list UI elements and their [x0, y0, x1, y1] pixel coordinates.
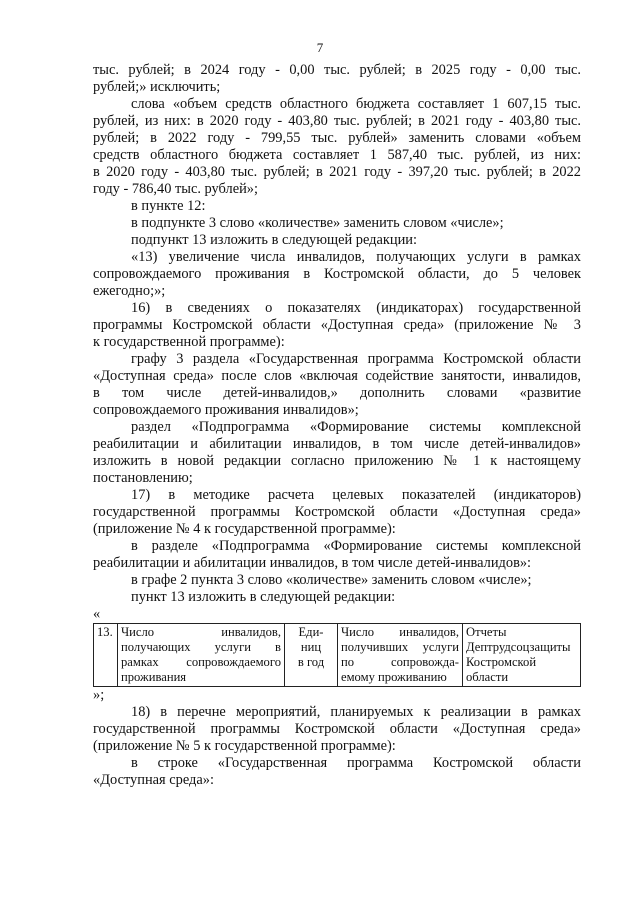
cell-line: Еди- — [298, 625, 324, 639]
cell-line: по сопровожда- — [341, 655, 459, 669]
text-line: сопровождаемого проживания инвалидов»; — [93, 402, 359, 418]
text-line: подпункт 13 изложить в следующей редакции: — [131, 232, 417, 248]
cell-line: ниц — [300, 640, 322, 654]
cell-line: емому проживанию — [341, 670, 447, 684]
quote-close: »; — [93, 687, 105, 703]
cell-line: области — [466, 670, 509, 684]
cell-line: Дептрудсоцзащиты — [466, 640, 571, 654]
text-line: реабилитации и абилитации инвалидов, в том числе детей-инвалидов» — [93, 436, 581, 452]
text-line: 18) в перечне мероприятий, планируемых к реализации в рамках — [131, 704, 581, 720]
text-line: в том числе детей-инвалидов,» дополнить словами «развитие — [93, 385, 581, 401]
cell-line: получающих услуги в — [121, 640, 281, 654]
cell-line: проживания — [121, 670, 187, 684]
text-line: (приложение № 4 к государственной программе): — [93, 521, 396, 537]
table-row — [94, 624, 581, 687]
page-number: 7 — [316, 40, 324, 55]
text-line: сопровождаемого проживания в Костромской области, до 5 человек — [93, 266, 581, 282]
text-line: (приложение № 5 к государственной программе): — [93, 738, 396, 754]
text-line: рублей;» исключить; — [93, 79, 221, 95]
text-line: государственной программы Костромской области «Доступная среда» — [93, 504, 581, 520]
text-line: ежегодно;»; — [93, 283, 166, 299]
text-line: программы Костромской области «Доступная среда» (приложение № 3 — [93, 317, 581, 333]
cell-line: Число инвалидов, — [121, 625, 281, 639]
text-line: графу 3 раздела «Государственная программа Костромской области — [131, 351, 581, 367]
text-line: в строке «Государственная программа Костромской области — [131, 755, 581, 771]
text-line: раздел «Подпрограмма «Формирование системы комплексной — [131, 419, 581, 435]
text-block-after-table — [93, 704, 581, 789]
text-line: 17) в методике расчета целевых показателей (индикаторов) — [131, 487, 581, 503]
text-line: в графе 2 пункта 3 слово «количестве» заменить словом «числе»; — [131, 572, 532, 588]
text-line: рублей; в 2022 году - 799,55 тыс. рублей» заменить словами «объем — [93, 130, 581, 146]
text-line: государственной программы Костромской области «Доступная среда» — [93, 721, 581, 737]
document-body — [93, 62, 581, 789]
text-line: тыс. рублей; в 2024 году - 0,00 тыс. рублей; в 2025 году - 0,00 тыс. — [93, 62, 581, 78]
text-line: средств областного бюджета составляет 1 587,40 тыс. рублей, из них: — [93, 147, 581, 163]
table-cell-unit — [285, 624, 338, 687]
text-block-before-table — [93, 62, 581, 606]
text-line: в подпункте 3 слово «количестве» заменить словом «числе»; — [131, 215, 504, 231]
text-line: в пункте 12: — [131, 198, 206, 214]
text-line: постановлению; — [93, 470, 193, 486]
table-cell-source — [463, 624, 581, 687]
text-line: изложить в новой редакции согласно приложению № 1 к настоящему — [93, 453, 581, 469]
cell-line: Костромской — [466, 655, 537, 669]
cell-line: рамках сопровождаемого — [121, 655, 281, 669]
cell-line: Число инвалидов, — [341, 625, 459, 639]
table-cell-indicator — [118, 624, 285, 687]
cell-line: Отчеты — [466, 625, 507, 639]
text-line: году - 786,40 тыс. рублей»; — [93, 181, 258, 197]
text-line: в разделе «Подпрограмма «Формирование системы комплексной — [131, 538, 581, 554]
text-line: «Доступная среда»: — [93, 772, 214, 788]
text-line: слова «объем средств областного бюджета составляет 1 607,15 тыс. — [131, 96, 581, 112]
table-cell-method — [338, 624, 463, 687]
indicator-table — [93, 623, 581, 687]
text-line: «Доступная среда» после слов «включая содействие занятости, инвалидов, — [93, 368, 581, 384]
cell-line: получивших услуги — [341, 640, 459, 654]
text-line: в 2020 году - 403,80 тыс. рублей; в 2021 году - 397,20 тыс. рублей; в 2022 — [93, 164, 581, 180]
text-line: «13) увеличение числа инвалидов, получающих услуги в рамках — [131, 249, 581, 265]
text-line: реабилитации и абилитации инвалидов, в том числе детей-инвалидов»: — [93, 555, 532, 571]
text-line: к государственной программе): — [93, 334, 285, 350]
cell-line: в год — [297, 655, 325, 669]
text-line: 16) в сведениях о показателях (индикаторах) государственной — [131, 300, 581, 316]
text-line: пункт 13 изложить в следующей редакции: — [131, 589, 396, 605]
text-line: рублей, из них: в 2020 году - 403,80 тыс. рублей; в 2021 году - 403,80 тыс. — [93, 113, 581, 129]
table-cell-number: 13. — [94, 624, 118, 687]
quote-open: « — [93, 606, 101, 622]
